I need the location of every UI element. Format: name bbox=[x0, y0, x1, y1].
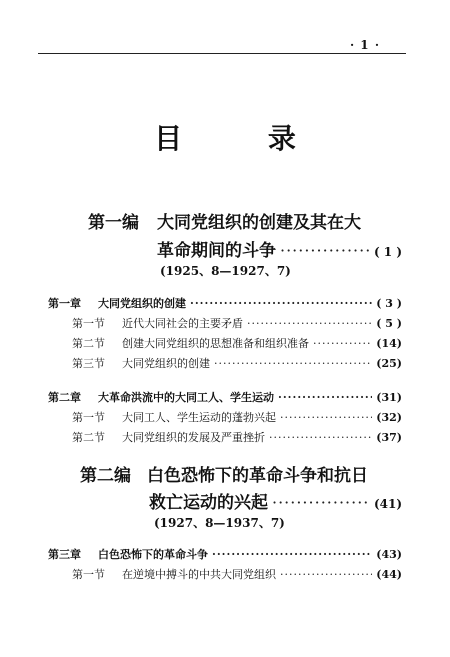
part-2-entry bbox=[149, 488, 402, 513]
chapter-1-title: 大同党组织的创建 bbox=[98, 297, 186, 310]
leader-dots bbox=[278, 391, 372, 404]
leader-dots bbox=[280, 241, 370, 260]
section-2-2-label: 第二节 bbox=[72, 431, 105, 444]
chapter-3-entry bbox=[48, 546, 402, 562]
section-2-1-title: 大同工人、学生运动的蓬勃兴起 bbox=[122, 411, 276, 424]
section-2-1-label: 第一节 bbox=[72, 411, 105, 424]
chapter-3-label: 第三章 bbox=[48, 548, 81, 561]
section-1-2-title: 创建大同党组织的思想准备和组织准备 bbox=[122, 337, 309, 350]
section-1-1-title: 近代大同社会的主要矛盾 bbox=[122, 317, 243, 330]
part-2-title-line2: 救亡运动的兴起 bbox=[149, 493, 268, 513]
section-2-2-page: (37) bbox=[376, 431, 402, 444]
section-3-1-entry bbox=[72, 566, 402, 582]
part-1-page: ( 1 ) bbox=[373, 245, 402, 259]
section-1-1-label: 第一节 bbox=[72, 317, 105, 330]
chapter-1-entry bbox=[48, 295, 402, 311]
section-3-1-page: (44) bbox=[376, 568, 402, 581]
section-1-3-label: 第三节 bbox=[72, 357, 105, 370]
chapter-2-page: (31) bbox=[376, 391, 402, 404]
section-1-3-title: 大同党组织的创建 bbox=[122, 357, 210, 370]
chapter-2-label: 第二章 bbox=[48, 391, 81, 404]
part-2-title-line1: 白色恐怖下的革命斗争和抗日 bbox=[147, 466, 368, 486]
leader-dots bbox=[280, 411, 372, 424]
part-2-dates: (1927、8—1937、7) bbox=[154, 516, 285, 530]
section-1-1-page: ( 5 ) bbox=[376, 317, 402, 330]
part-1-heading bbox=[88, 208, 361, 233]
part-2-label: 第二编 bbox=[80, 466, 131, 486]
section-3-1-label: 第一节 bbox=[72, 568, 105, 581]
leader-dots bbox=[212, 548, 372, 561]
section-2-2-entry bbox=[72, 429, 402, 445]
leader-dots bbox=[214, 357, 372, 370]
part-1-label: 第一编 bbox=[88, 213, 139, 233]
section-2-1-entry bbox=[72, 409, 402, 425]
part-2-page: (41) bbox=[373, 497, 402, 511]
chapter-2-entry bbox=[48, 389, 402, 405]
chapter-1-page: ( 3 ) bbox=[376, 297, 402, 310]
section-2-1-page: (32) bbox=[376, 411, 402, 424]
section-1-2-label: 第二节 bbox=[72, 337, 105, 350]
leader-dots bbox=[272, 493, 370, 512]
page-number: · 1 · bbox=[349, 38, 380, 52]
leader-dots bbox=[280, 568, 372, 581]
chapter-3-title: 白色恐怖下的革命斗争 bbox=[98, 548, 208, 561]
section-2-2-title: 大同党组织的发展及严重挫折 bbox=[122, 431, 265, 444]
chapter-1-label: 第一章 bbox=[48, 297, 81, 310]
leader-dots bbox=[190, 297, 372, 310]
leader-dots bbox=[313, 337, 372, 350]
part-1-dates: (1925、8—1927、7) bbox=[160, 264, 291, 278]
leader-dots bbox=[247, 317, 372, 330]
part-1-entry bbox=[157, 236, 402, 261]
leader-dots bbox=[269, 431, 372, 444]
section-1-1-entry bbox=[72, 315, 402, 331]
chapter-3-page: (43) bbox=[376, 548, 402, 561]
part-1-title-line2: 革命期间的斗争 bbox=[157, 241, 276, 261]
section-1-2-page: (14) bbox=[376, 337, 402, 350]
part-2-heading bbox=[80, 461, 368, 486]
header-rule bbox=[38, 53, 406, 54]
section-1-3-entry bbox=[72, 355, 402, 371]
part-1-title-line1: 大同党组织的创建及其在大 bbox=[157, 213, 361, 233]
section-1-3-page: (25) bbox=[376, 357, 402, 370]
page-title: 目 录 bbox=[154, 122, 334, 155]
section-3-1-title: 在逆境中搏斗的中共大同党组织 bbox=[122, 568, 276, 581]
chapter-2-title: 大革命洪流中的大同工人、学生运动 bbox=[98, 391, 274, 404]
section-1-2-entry bbox=[72, 335, 402, 351]
